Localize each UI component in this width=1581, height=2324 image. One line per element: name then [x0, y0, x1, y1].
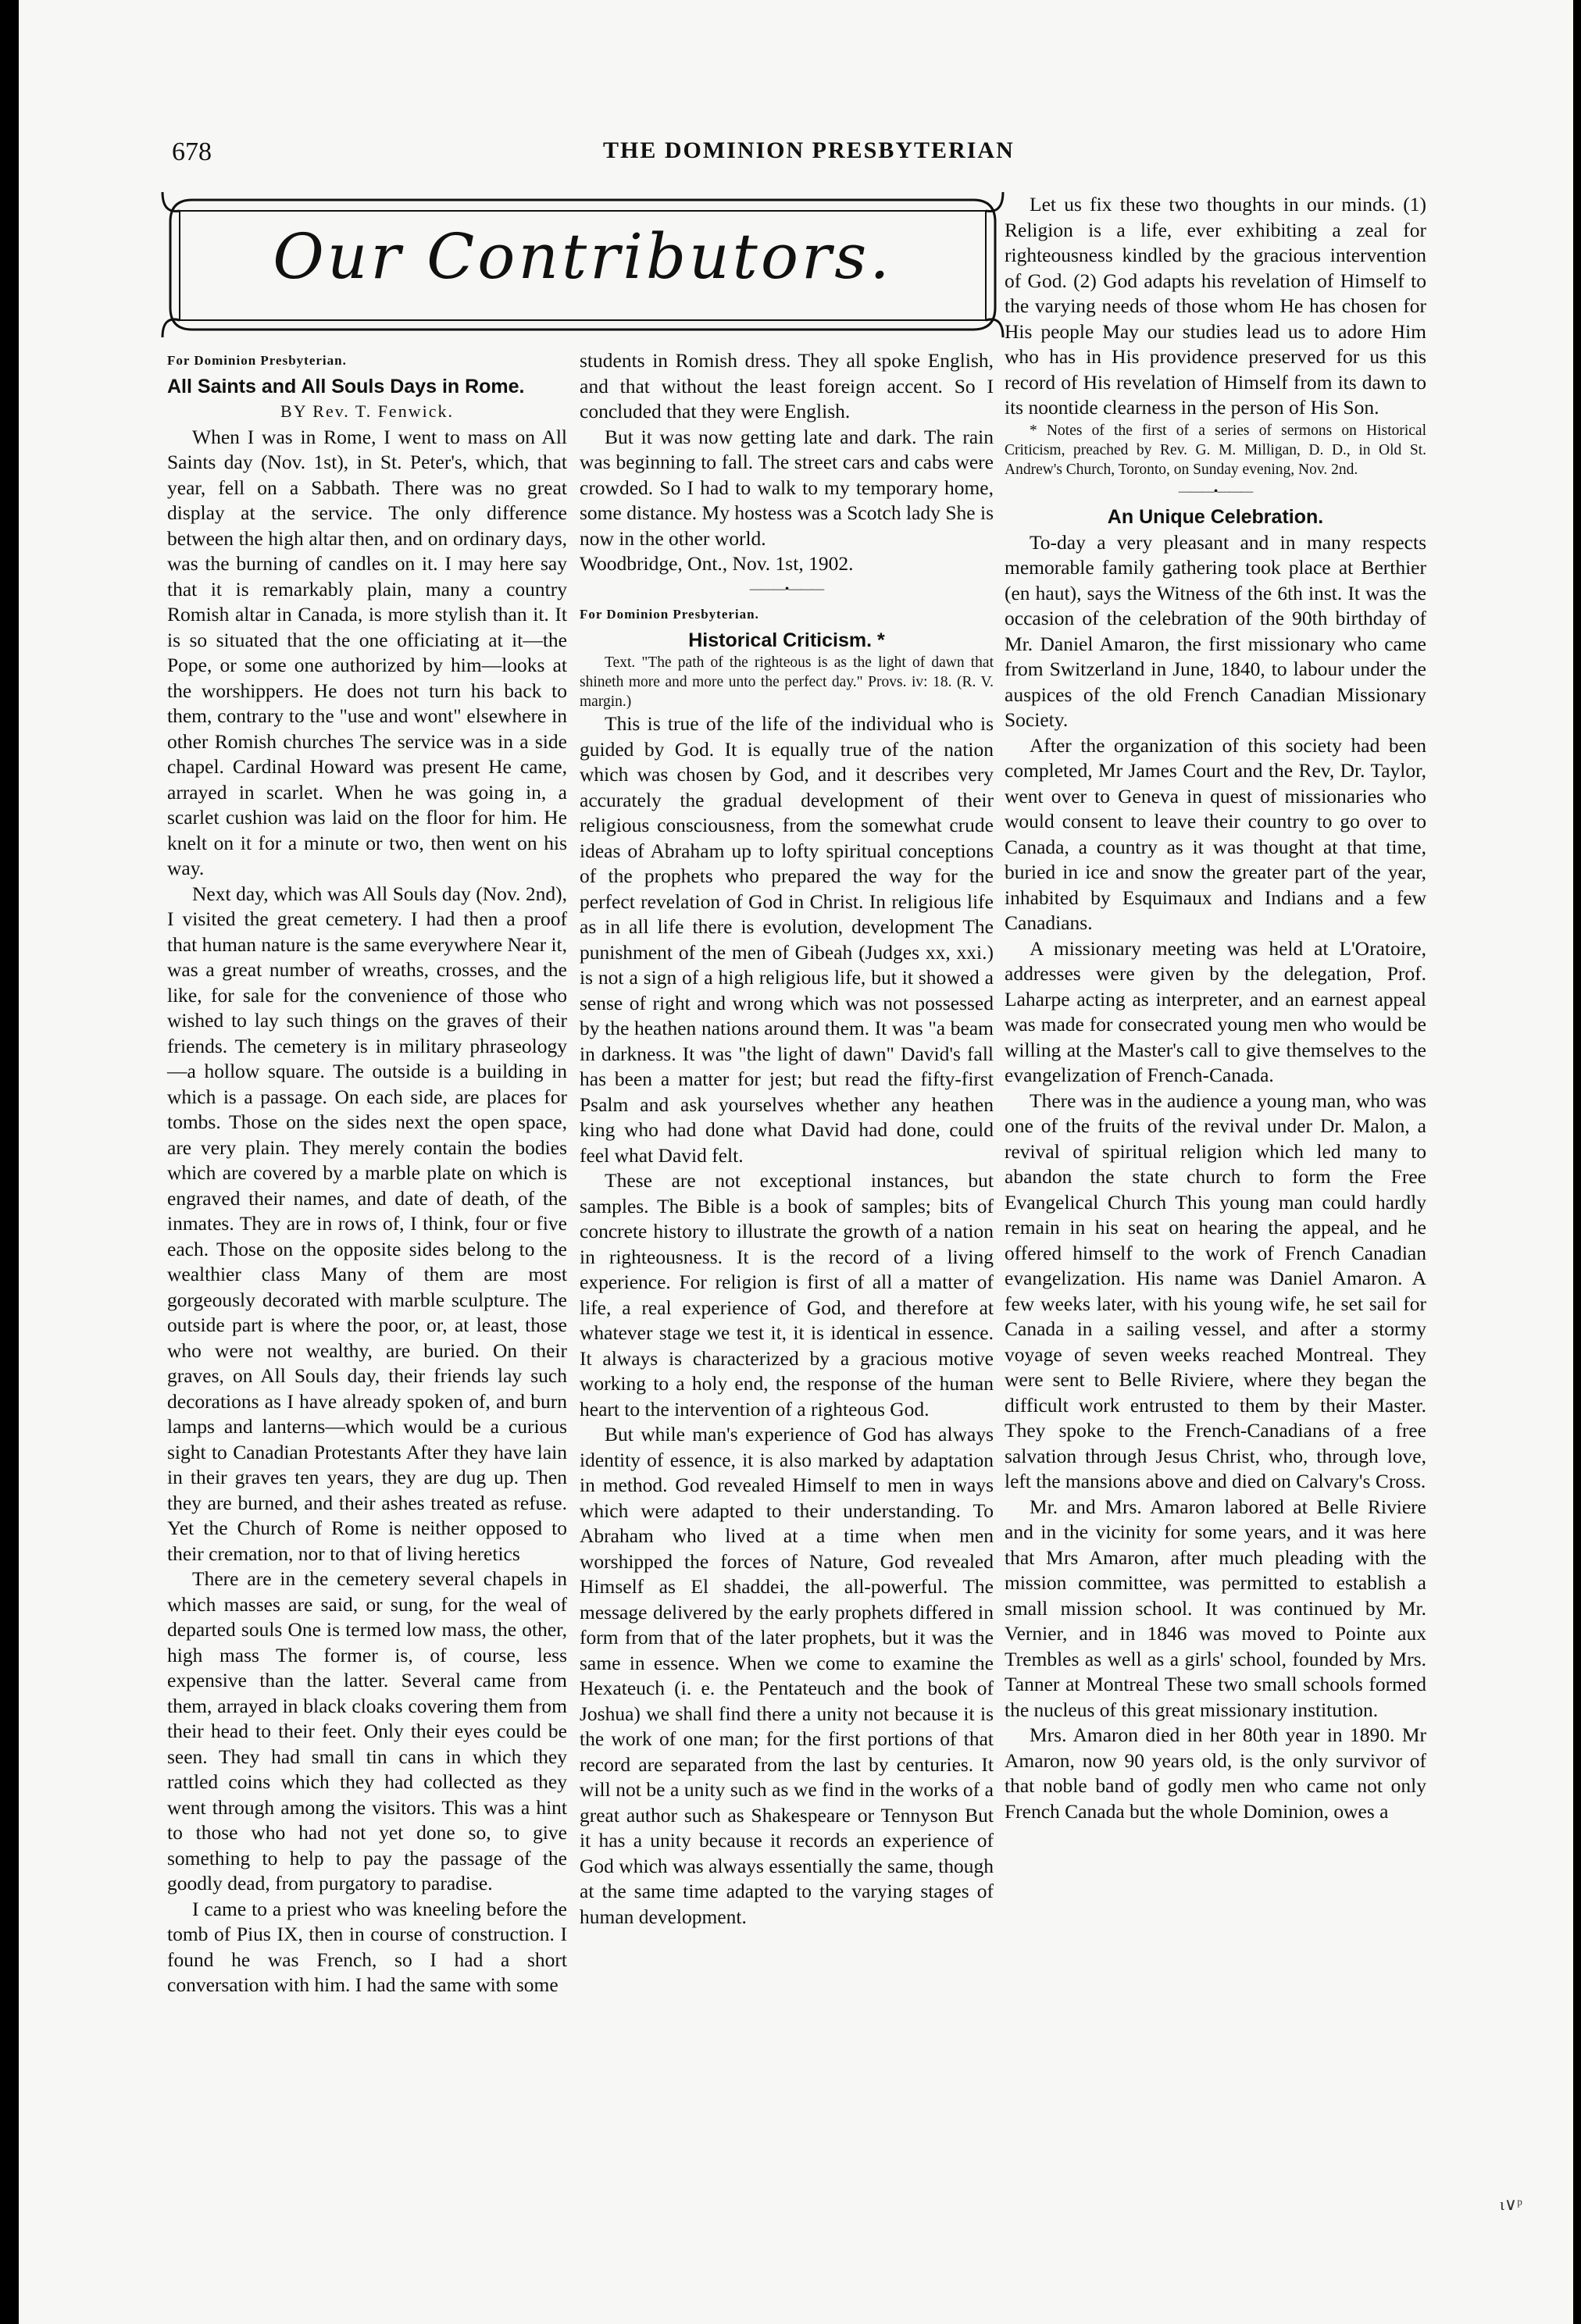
article2-paragraph: Let us fix these two thoughts in our minds. (1) Religion is a life, ever exhibiting a zeal for righteousness kindled by the gracious intervention of God. (2) God adapts his revelation of Himself to the varying needs of those whom He has chosen for His people May our studies lead us to adore Him who has in His providence preserved for us this record of His revelation of Himself from its dawn to its noontide clearness in the person of His Son.: [1005, 193, 1426, 419]
article1-title: All Saints and All Souls Days in Rome.: [167, 375, 525, 397]
banner-title: Our Contributors.: [273, 220, 893, 293]
article3-title: An Unique Celebration.: [1107, 506, 1324, 528]
article1-paragraph: There are in the cemetery several chapels in which masses are said, or sung, for the weal of departed souls One is termed low mass, the other, high mass The former is, of course, less expensive than the latter. Several came from them, arrayed in black cloaks covering them from their head to their feet. Only their eyes could be seen. They had small tin cans in which they rattled coins which they had collected as they went through among the visitors. This was a hint to those who had not yet done so, to give something to help to pay the passage of the goodly dead, from purgatory to paradise.: [167, 1567, 567, 1894]
section-banner: [161, 191, 1005, 339]
column-1: [167, 348, 567, 1998]
column-3: [1005, 192, 1426, 1824]
article2-for-line: For Dominion Presbyterian.: [580, 607, 759, 622]
article2-paragraph: This is true of the life of the individual who is guided by God. It is equally true of the nation which was chosen by God, and it describes very accurately the gradual development of their religious consciousness, from the somewhat crude ideas of Abraham up to lofty spiritual conceptions of the prophets who prepared the way for the perfect revelation of God in Christ. In religious life as in all life there is evolution, development The punishment of the men of Gibeah (Judges xx, xxi.) is not a sign of a high religious life, but it showed a sense of right and wrong which was not possessed by the heathen nations around them. It was "a beam in darkness. It was "the light of dawn" David's fall has been a matter for jest; but read the fifty-first Psalm and ask yourselves whether any heathen king who had done what David had done, could feel what David felt.: [580, 712, 994, 1167]
article3-paragraph: To-day a very pleasant and in many respects memorable family gathering took place at Berthier (en haut), says the Witness of the 6th inst. It was the occasion of the celebration of the 90th birthday of Mr. Daniel Amaron, the first missionary who came from Switzerland in June, 1840, to labour under the auspices of the old French Canadian Missionary Society.: [1005, 530, 1426, 731]
article2-paragraph: But while man's experience of God has always identity of essence, it is also marked by adaptation in method. God revealed Himself to men in ways which were adapted to their understanding. To Abraham who lived at a time when men worshipped the forces of Nature, God revealed Himself as El shaddei, the all-powerful. The message delivered by the early prophets differed in form from that of the later prophets, but it was the same in essence. When we come to examine the Hexateuch (i. e. the Pentateuch and the book of Joshua) we shall find there a unity not because it is the work of one man; for the first portions of that record are separated from the last by centuries. It will not be a unity such as we find in the works of a great author such as Shakespeare or Tennyson But it has a unity because it records an experience of God which was always essentially the same, though at the same time adapted to the varying stages of human development.: [580, 1423, 994, 1928]
article2-title: Historical Criticism. *: [688, 629, 885, 651]
section-rule: ———•———: [749, 582, 824, 596]
article1-dateline: Woodbridge, Ont., Nov. 1st, 1902.: [580, 552, 854, 575]
section-rule: ———•———: [1178, 484, 1253, 498]
article2-paragraph: These are not exceptional instances, but samples. The Bible is a book of samples; bits of concrete history to illustrate the growth of a nation in righteousness. It is the record of a living experience. For religion is first of all a matter of life, a real experience of God, and therefore at whatever stage we test it, it is identical in essence. It always is characterized by a gracious motive working to a holy end, the response of the human heart to the intervention of a righteous God.: [580, 1169, 994, 1420]
article1-byline: BY Rev. T. Fenwick.: [280, 401, 454, 421]
newspaper-page: [19, 0, 1573, 2324]
corner-mark: ι∨ᵖ: [1500, 2194, 1522, 2214]
article1-paragraph: Next day, which was All Souls day (Nov. 2nd), I visited the great cemetery. I had then a proof that human nature is the same everywhere Near it, was a great number of wreaths, crosses, and the like, for sale for the convenience of those who wished to lay such things on the graves of their friends. The cemetery is in military phraseology—a hollow square. The outside is a building in which is a passage. On each side, are places for tombs. Those on the sides next the open space, are very plain. They merely contain the bodies which are covered by a marble plate on which is engraved their names, and date of death, of the inmates. They are in rows of, I think, four or five each. Those on the opposite sides belong to the wealthier class Many of them are most gorgeously decorated with marble sculpture. The outside part is where the poor, or, at least, those who were not wealthy, are buried. On their graves, on All Souls day, their friends lay such decorations as I have already spoken of, and burn lamps and lanterns—which would be a curious sight to Canadian Protestants After they have lain in their graves ten years, they are dug up. Then they are burned, and their ashes treated as refuse. Yet the Church of Rome is neither opposed to their cremation, nor to that of living heretics: [167, 882, 567, 1565]
article1-for-line: For Dominion Presbyterian.: [167, 353, 347, 368]
article3-paragraph: Mrs. Amaron died in her 80th year in 1890. Mr Amaron, now 90 years old, is the only survivor of that noble band of godly men who came not only French Canada but the whole Dominion, owes a: [1005, 1723, 1426, 1823]
article1-paragraph: When I was in Rome, I went to mass on All Saints day (Nov. 1st), in St. Peter's, which, that year, fell on a Sabbath. There was no great display at the service. The only difference between the high altar then, and on ordinary days, was the burning of candles on it. I may here say that it is remarkably plain, many a country Romish altar in Canada, is more stylish than it. It is so situated that the one officiating at it—the Pope, or some one authorized by him—looks at the worshippers. He does not turn his back to them, contrary to the "use and wont" elsewhere in other Romish churches The service was in a side chapel. Cardinal Howard was present He came, arrayed in scarlet. When he was going in, a scarlet cushion was laid on the floor for him. He knelt on it for a minute or two, then went on his way.: [167, 425, 567, 879]
article3-paragraph: There was in the audience a young man, who was one of the fruits of the revival under Dr. Malon, a revival of spiritual religion which led many to abandon the state church to form the Free Evangelical Church This young man could hardly remain in his seat on hearing the appeal, and he offered himself to the work of French Canadian evangelization. His name was Daniel Amaron. A few weeks later, with his young wife, he set sail for Canada in a sailing vessel, and after a stormy voyage of seven weeks reached Montreal. They were sent to Belle Riviere, where they began the difficult work entrusted to them by their Master. They spoke to the French-Canadians of a free salvation through Jesus Christ, who, through love, left the mansions above and died on Calvary's Cross.: [1005, 1089, 1426, 1492]
article2-footnote: * Notes of the first of a series of sermons on Historical Criticism, preached by Rev. G. M. Milligan, D. D., in Old St. Andrew's Church, Toronto, on Sunday evening, Nov. 2nd.: [1005, 422, 1426, 478]
running-head: THE DOMINION PRESBYTERIAN: [603, 137, 1015, 163]
article1-paragraph: students in Romish dress. They all spoke English, and that without the least foreign accent. So I concluded that they were English.: [580, 349, 994, 422]
article3-paragraph: After the organization of this society had been completed, Mr James Court and the Rev, Dr. Taylor, went over to Geneva in quest of missionaries who would consent to leave their country to go over to Canada, a country as it was thought at that time, buried in ice and snow the greater part of the year, inhabited by Esquimaux and Indians and a few Canadians.: [1005, 733, 1426, 934]
article3-paragraph: Mr. and Mrs. Amaron labored at Belle Riviere and in the vicinity for some years, and it was here that Mrs Amaron, after much pleading with the mission committee, was permitted to establish a small mission school. It was continued by Mr. Vernier, and in 1846 was moved to Pointe aux Trembles as well as a girls' school, founded by Mrs. Tanner at Montreal These two small schools formed the nucleus of this great missionary institution.: [1005, 1495, 1426, 1721]
column-2: [580, 348, 994, 1930]
article1-paragraph: But it was now getting late and dark. The rain was beginning to fall. The street cars and cabs were crowded. So I had to walk to my temporary home, some distance. My hostess was a Scotch lady She is now in the other world.: [580, 425, 994, 550]
article2-text-note: Text. "The path of the righteous is as the light of dawn that shineth more and more unto the perfect day." Provs. iv: 18. (R. V. margin.): [580, 654, 994, 710]
article3-paragraph: A missionary meeting was held at L'Oratoire, addresses were given by the delegation, Prof. Laharpe acting as interpreter, and an earnest appeal was made for consecrated young men who would be willing at the Master's call to give themselves to the evangelization of French-Canada.: [1005, 936, 1426, 1086]
article1-paragraph: I came to a priest who was kneeling before the tomb of Pius IX, then in course of construction. I found he was French, so I had a short conversation with him. I had the same with some: [167, 1897, 567, 1996]
page-number: 678: [172, 137, 212, 166]
